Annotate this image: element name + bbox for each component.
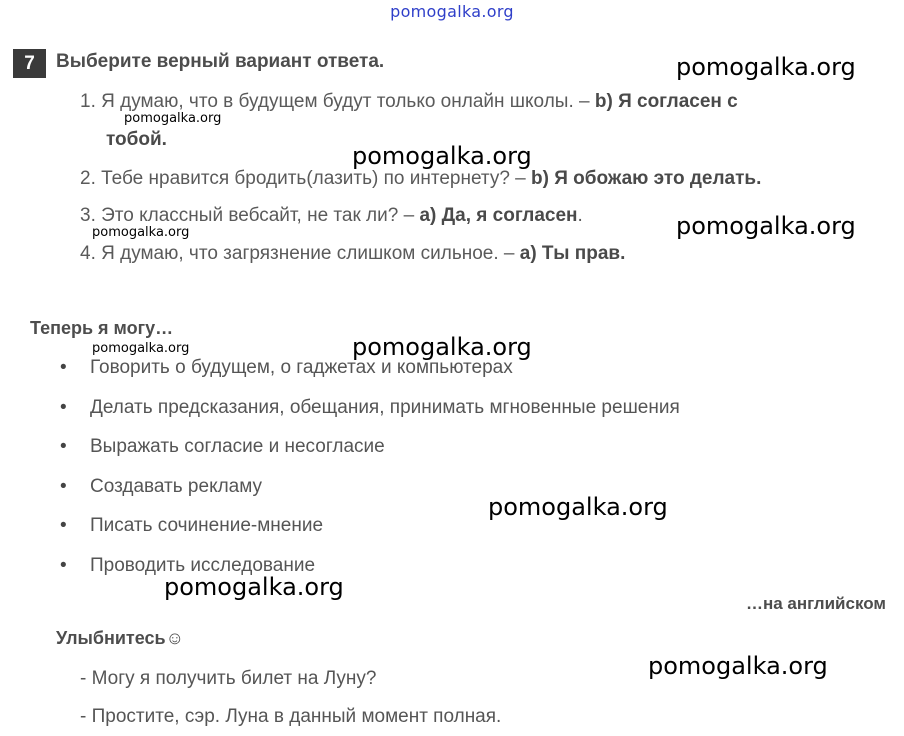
joke-line-2: - Простите, сэр. Луна в данный момент полная. xyxy=(80,706,502,727)
bullet-item xyxy=(60,436,385,458)
bullet-text: Выражать согласие и несогласие xyxy=(90,436,385,457)
watermark: pomogalka.org xyxy=(488,493,668,521)
top-watermark: pomogalka.org xyxy=(390,2,514,21)
watermark: pomogalka.org xyxy=(124,111,222,126)
bullet-item xyxy=(60,515,323,537)
bullet-item xyxy=(60,397,680,419)
question-3-answer: a) Да, я согласен xyxy=(419,205,578,226)
bullet-dot: • xyxy=(60,515,67,536)
question-1-continuation xyxy=(106,129,167,151)
watermark: pomogalka.org xyxy=(352,333,532,361)
bullet-dot: • xyxy=(60,555,67,576)
watermark: pomogalka.org xyxy=(676,53,856,81)
question-1-text: 1. Я думаю, что в будущем будут только онлайн школы. – xyxy=(80,91,595,112)
bullet-text: Делать предсказания, обещания, принимать мгновенные решения xyxy=(90,397,680,418)
question-3-text: 3. Это классный вебсайт, не так ли? – xyxy=(80,205,420,226)
bullet-text: Писать сочинение-мнение xyxy=(90,515,324,536)
watermark: pomogalka.org xyxy=(92,341,190,356)
watermark: pomogalka.org xyxy=(92,225,190,240)
smile-title: Улыбнитесь☺ xyxy=(56,628,184,648)
english-label: …на английском xyxy=(745,594,886,613)
exercise-number-badge: 7 xyxy=(13,49,46,78)
bullet-text: Говорить о будущем, о гаджетах и компьютерах xyxy=(90,357,513,378)
bullet-dot: • xyxy=(60,357,67,378)
watermark: pomogalka.org xyxy=(352,142,532,170)
bullet-dot: • xyxy=(60,476,67,497)
bullet-text: Проводить исследование xyxy=(90,555,316,576)
question-2-text: 2. Тебе нравится бродить(лазить) по интернету? – xyxy=(80,168,532,189)
watermark: pomogalka.org xyxy=(648,652,828,680)
watermark: pomogalka.org xyxy=(676,212,856,240)
watermark: pomogalka.org xyxy=(164,573,344,601)
question-1 xyxy=(80,91,738,113)
question-4 xyxy=(80,243,625,265)
joke-line-1: - Могу я получить билет на Луну? xyxy=(80,668,377,689)
question-1-answer-end: тобой. xyxy=(106,129,167,150)
question-3 xyxy=(80,205,583,227)
bullet-text: Создавать рекламу xyxy=(90,476,263,497)
question-2 xyxy=(80,168,761,190)
exercise-title: Выберите верный вариант ответа. xyxy=(56,51,385,72)
bullet-dot: • xyxy=(60,397,67,418)
question-4-text: 4. Я думаю, что загрязнение слишком сильное. – xyxy=(80,243,520,264)
bullet-item xyxy=(60,476,262,498)
section-title: Теперь я могу… xyxy=(30,318,174,338)
question-4-answer: a) Ты прав. xyxy=(519,243,626,264)
question-1-answer: b) Я согласен с xyxy=(594,91,738,112)
question-3-tail: . xyxy=(577,205,583,226)
question-2-answer: b) Я обожаю это делать. xyxy=(531,168,762,189)
bullet-dot: • xyxy=(60,436,67,457)
